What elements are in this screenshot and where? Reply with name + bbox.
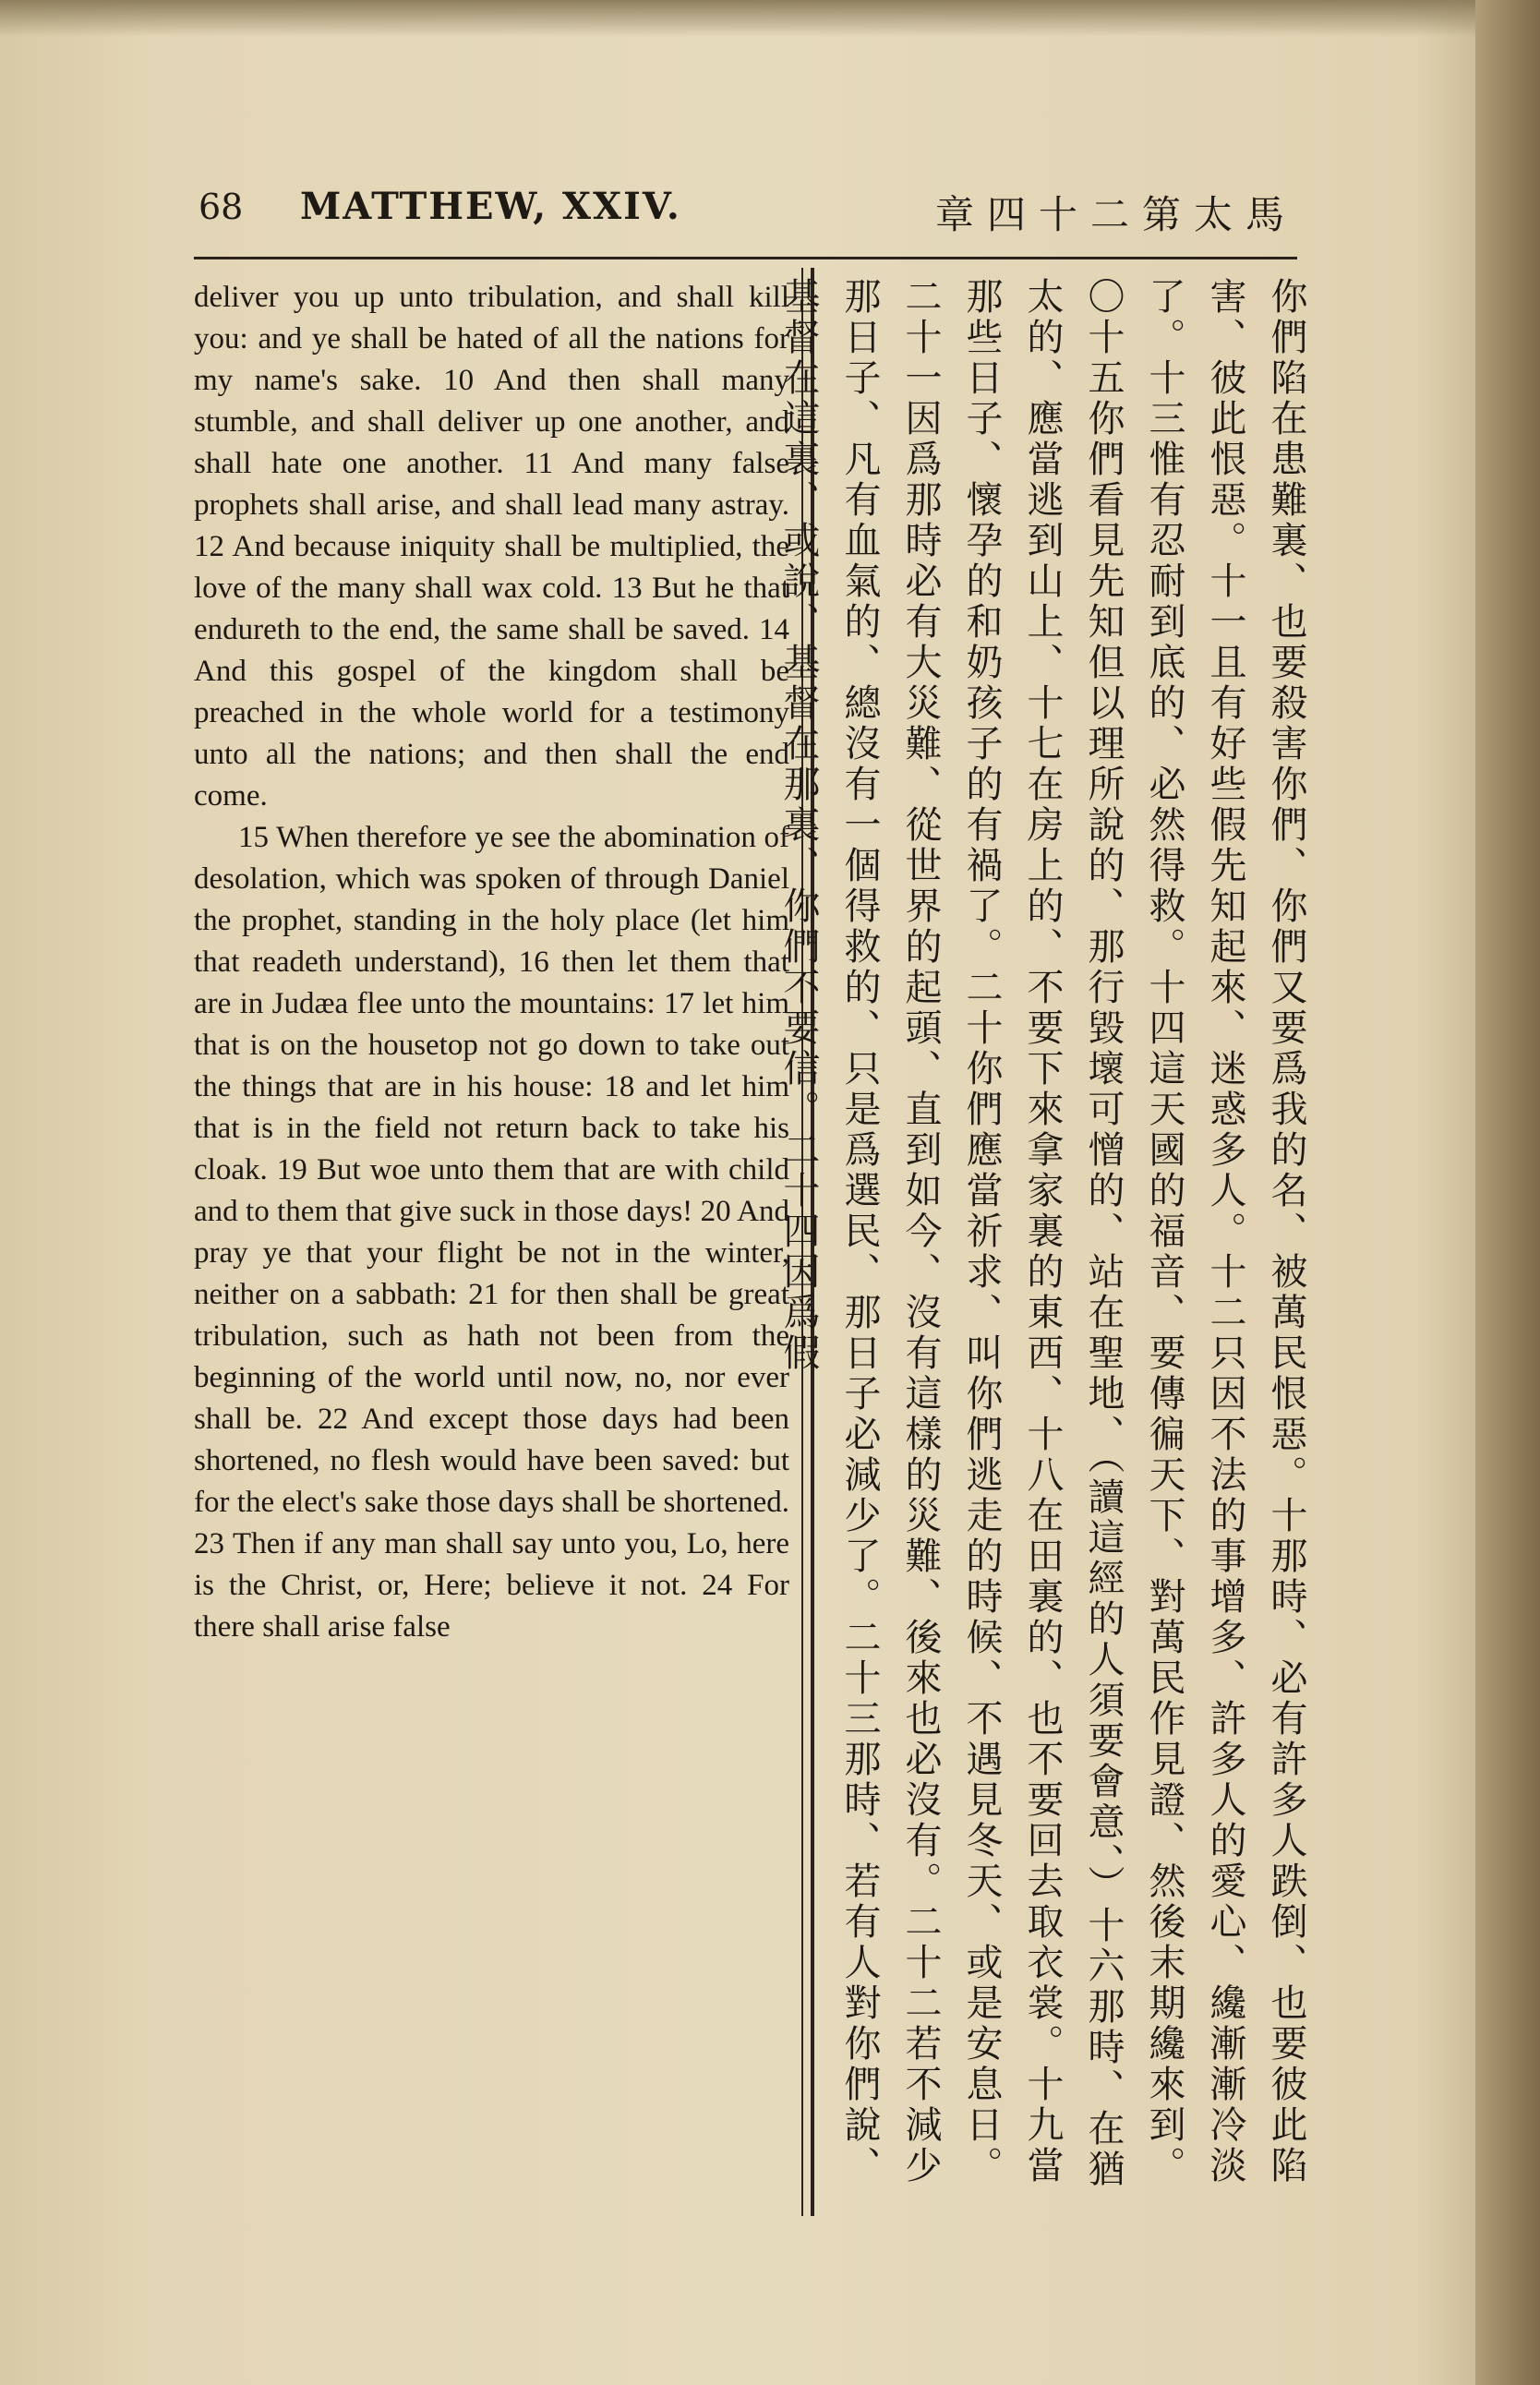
english-paragraph: 15 When therefore ye see the abomination of desolation, which was spoken of through Daniel the prophet, standing in the holy place (let him that readeth understand), 16 then let them that are in Judæa flee unto the mountains: 17 let him that is on the housetop not go down to take out the things that are in his house: 18 and let him that is in the field not return back to take his cloak. 19 But woe unto them that are with child and to them that give suck in those days! 20 And pray ye that your flight be not in the winter, neither on a sabbath: 21 for then shall be great tribulation, such as hath not been from the beginning of the world until now, no, nor ever shall be. 22 And except those days had been shortened, no flesh would have been saved: but for the elect's sake those days shall be shortened. 23 Then if any man shall say unto you, Lo, here is the Christ, or, Here; believe it not. 24 For there shall arise false bbox=[194, 821, 789, 1644]
chinese-text-column: 你們陷在患難裏、也要殺害你們、你們又要爲我的名、被萬民恨惡。十那時、必有許多人跌倒、也要彼此陷害、彼此恨惡。十一且有好些假先知起來、迷惑多人。十二只因不法的事增多、許多人的愛心、纔漸漸冷淡了。十三惟有忍耐到底的、必然得救。十四這天國的福音、要傳徧天下、對萬民作見證、然後末期纔來到。〇十五你們看見先知但以理所說的、那行毀壞可憎的、站在聖地、（讀這經的人須要會意、）十六那時、在猶太的、應當逃到山上、十七在房上的、不要下來拿家裏的東西、十八在田裏的、也不要回去取衣裳。十九當那些日子、懷孕的和奶孩子的有禍了。二十你們應當祈求、叫你們逃走的時候、不遇見冬天、或是安息日。二十一因爲那時必有大災難、從世界的起頭、直到如今、沒有這樣的災難、後來也必沒有。二十二若不減少那日子、凡有血氣的、總沒有一個得救的、只是爲選民、那日子必減少了。二十三那時、若有人對你們說、基督在這裏、或說、基督在那裏、你們不要信。二十四因爲假 bbox=[777, 277, 1307, 2190]
english-paragraph: deliver you up unto tribulation, and shall kill you: and ye shall be hated of all the nations for my name's sake. 10 And then shall many stumble, and shall deliver up one another, and shall hate one another. 11 And many false prophets shall arise, and shall lead many astray. 12 And because iniquity shall be multiplied, the love of the many shall wax cold. 13 But he that endureth to the end, the same shall be saved. 14 And this gospel of the kingdom shall be preached in the whole world for a testimony unto all the nations; and then shall the end come. bbox=[194, 281, 789, 813]
chinese-running-head: 章四十二第太馬 bbox=[934, 192, 1297, 237]
book-spine bbox=[1475, 0, 1540, 2385]
page-top-shadow bbox=[0, 0, 1540, 37]
page-number: 68 bbox=[199, 187, 244, 227]
running-head: MATTHEW, XXIV. bbox=[300, 185, 681, 228]
page-header bbox=[199, 185, 1297, 240]
header-rule bbox=[194, 257, 1297, 259]
